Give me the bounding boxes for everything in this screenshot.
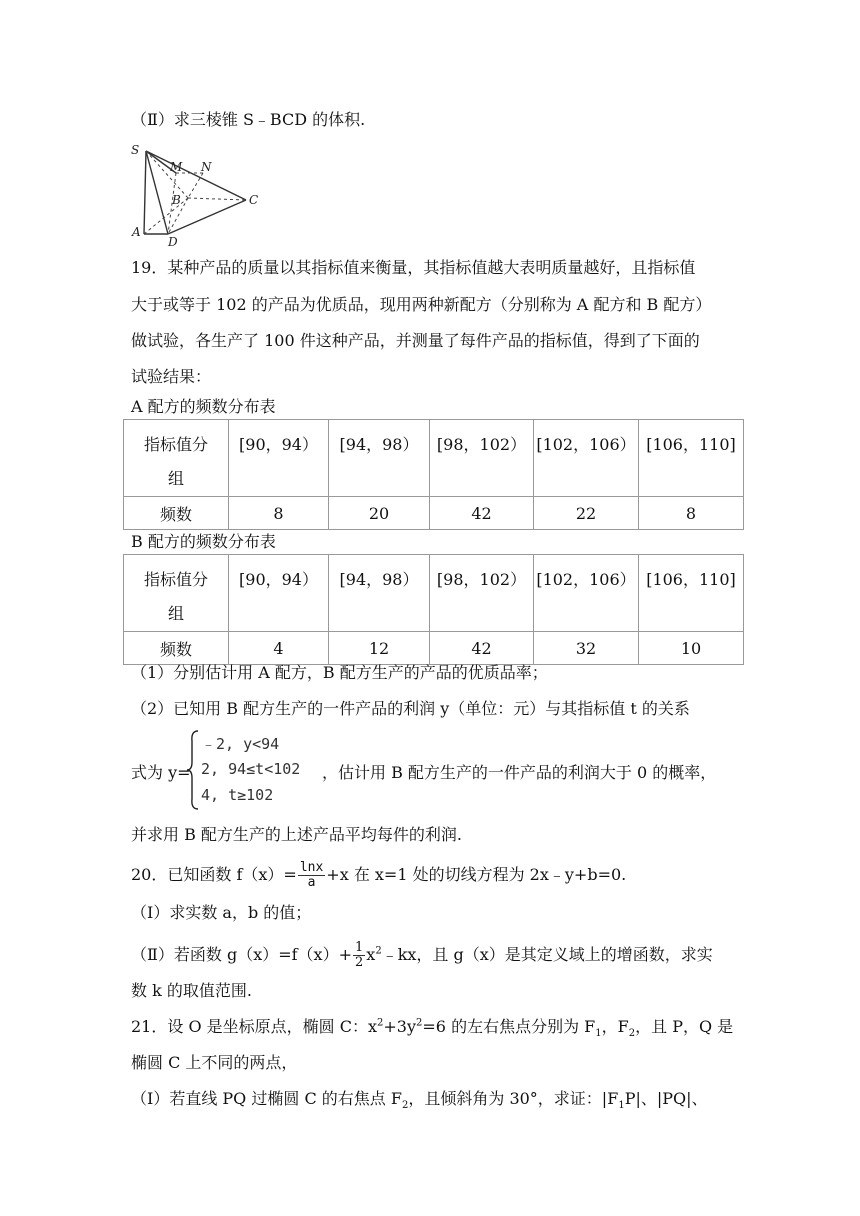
table-a-title: A 配方的频数分布表 [131,397,276,416]
table-a-value: 8 [229,497,329,530]
table-a-row-label: 频数 [124,497,229,530]
table-b-header-cell: [102，106） [534,555,639,632]
q21-line-1: 21．设 O 是坐标原点，椭圆 C：$x^2+3y^2=6$ 的左右焦点分别为 $F_1$，$F_2$，且 P，Q 是 [131,1017,734,1040]
table-b-value: 10 [639,632,744,665]
table-b-header-cell: [94，98） [329,555,430,632]
q19-part-2-end: 并求用 B 配方生产的上述产品平均每件的利润. [131,825,463,844]
q20-part-ii-end: 数 k 的取值范围. [131,981,252,1000]
table-b-value: 4 [229,632,329,665]
piecewise-row-1: ﹣2, y<94 [201,735,280,753]
left-brace [186,729,200,811]
table-b-header-label: 指标值分 组 [124,555,229,632]
q20-part-i: （Ⅰ）求实数 a，b 的值； [131,903,312,922]
table-a-header-cell: [90，94） [229,420,329,497]
table-b-header-cell: [90，94） [229,555,329,632]
table-a-header-cell: [98，102） [430,420,534,497]
table-a-value: 42 [430,497,534,530]
table-a [123,419,744,530]
q19-line-3: 做试验，各生产了 100 件这种产品，并测量了每件产品的指标值，得到了下面的 [131,331,700,350]
label-d: D [168,235,178,249]
table-b-header-cell: [98，102） [430,555,534,632]
q19-line-1: 19．某种产品的质量以其指标值来衡量，其指标值越大表明质量越好，且指标值 [131,258,696,277]
sub-question-ii: （Ⅱ）求三棱锥 S﹣BCD 的体积. [131,110,366,129]
table-b [123,554,744,665]
table-a-header-label: 指标值分 组 [124,420,229,497]
q19-part-2: （2）已知用 B 配方生产的一件产品的利润 y（单位：元）与其指标值 t 的关系 [131,699,690,718]
q21-part-i: （I）若直线 PQ 过椭圆 C 的右焦点 $F_2$，且倾斜角为 30°，求证：$|F_1P|$、|PQ|、 [131,1089,708,1112]
q19-part-2-formula-prefix: 式为 y= [131,763,191,782]
q19-line-2: 大于或等于 102 的产品为优质品，现用两种新配方（分别称为 A 配方和 B 配方） [131,295,712,314]
pyramid-figure [128,138,263,250]
table-a-header-cell: [106，110] [639,420,744,497]
table-b-value: 32 [534,632,639,665]
table-a-header-cell: [102，106） [534,420,639,497]
q19-line-4: 试验结果： [131,367,212,386]
table-b-title: B 配方的频数分布表 [131,532,276,551]
table-b-header-cell: [106，110] [639,555,744,632]
label-n: N [201,160,212,174]
table-b-value: 42 [430,632,534,665]
fraction-lnx-over-a: $\frac{\ln x}{a}$ [299,860,324,890]
q20-part-ii: （Ⅱ）若函数 g（x）=f（x）+ $\frac{1}{2}$ $x^2﹣kx$，且 g（x）是其定义域上的增函数，求实 [131,940,713,970]
label-b: B [172,193,181,207]
q21-line-2: 椭圆 C 上不同的两点， [131,1053,298,1072]
q20-line-1: 20．已知函数 f（x）= $\frac{\ln x}{a}$ +x 在 x=1 处的切线方程为 2x﹣y+b=0. [131,860,627,890]
table-b-value: 12 [329,632,430,665]
table-a-header-cell: [94，98） [329,420,430,497]
piecewise-row-3: 4, t≥102 [201,786,274,804]
table-b-row-label: 频数 [124,632,229,665]
label-s: S [131,143,140,157]
q19-part-2-formula-suffix: ，估计用 B 配方生产的一件产品的利润大于 0 的概率， [322,763,717,782]
fraction-one-half: $\frac{1}{2}$ [355,940,364,970]
label-a: A [132,225,141,239]
table-a-value: 8 [639,497,744,530]
table-a-value: 22 [534,497,639,530]
q19-part-1: （1）分别估计用 A 配方，B 配方生产的产品的优质品率； [131,663,548,682]
label-c: C [249,193,259,207]
label-m: M [170,160,183,174]
piecewise-row-2: 2, 94≤t<102 [201,760,301,778]
table-a-value: 20 [329,497,430,530]
